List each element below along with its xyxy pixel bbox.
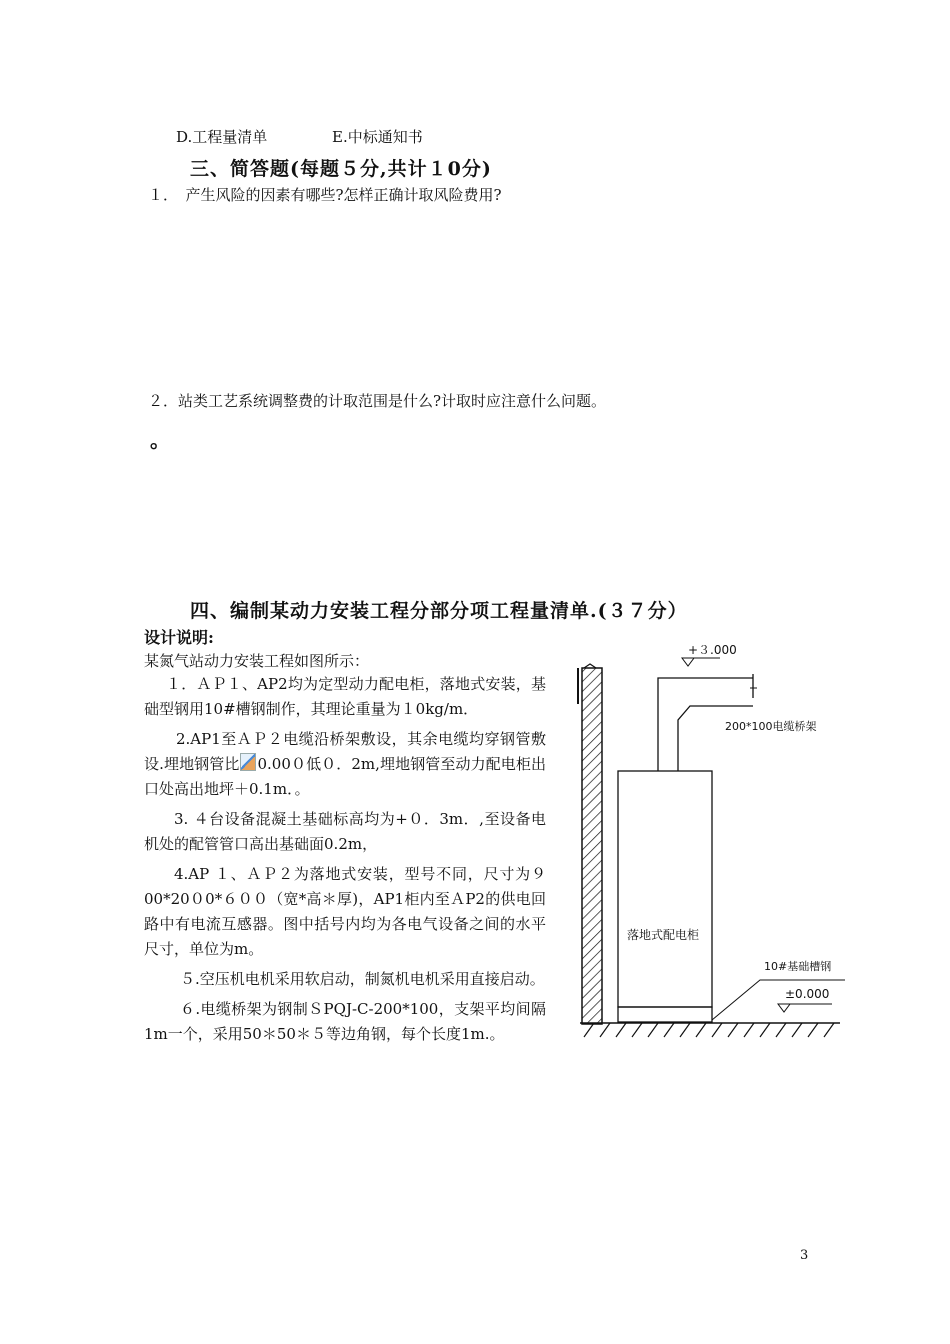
question-2-mark: 。 (150, 428, 170, 452)
design-item-1: １．ＡＰ１、AP2均为定型动力配电柜，落地式安装，基础型钢用10#槽钢制作，其理论重量为１0kg/m． (144, 675, 546, 718)
channel-steel-label: 10#基础槽钢 (764, 960, 832, 973)
ground-elevation-marker (778, 987, 832, 1012)
section4-heading: 四、编制某动力安装工程分部分项工程量清单.(３７分） (190, 600, 688, 622)
design-item-3: 3. ４台设备混凝土基础标高均为+０．3m．,至设备电机处的配管管口高出基础面0.2m， (144, 810, 546, 853)
question-2: ２．站类工艺系统调整费的计取范围是什么?计取时应注意什么问题。 (148, 392, 607, 410)
design-notes-label: 设计说明: (144, 628, 214, 647)
design-item-5: ５.空压机电机采用软启动，制氮机电机采用直接启动。 (180, 970, 545, 988)
section3-heading: 三、简答题(每题５分,共计１0分) (190, 158, 492, 180)
design-item-2-tail: 0.00０低０．2m,埋地钢管至动力配电柜出口处高出地坪＋0.1m．。 (144, 755, 546, 798)
ground-elevation-label: ±0.000 (785, 987, 830, 1001)
page-number: 3 (800, 1248, 809, 1263)
cabinet-label: 落地式配电柜 (627, 928, 700, 942)
wall (578, 664, 602, 1024)
option-d: D.工程量清单 (176, 128, 268, 146)
floor (580, 1023, 840, 1037)
design-intro: 某氮气站动力安装工程如图所示： (144, 652, 370, 670)
distribution-cabinet (618, 771, 712, 1007)
top-elevation-label: +３.000 (688, 643, 737, 657)
cable-tray (658, 674, 817, 771)
design-item-2-text: 2.AP1至ＡＰ２电缆沿桥架敷设，其余电缆均穿钢管敷设.埋地钢管比 (144, 730, 546, 773)
option-e: E.中标通知书 (332, 128, 423, 146)
design-items (144, 672, 546, 1048)
broken-image-icon (240, 753, 256, 771)
top-elevation-marker (682, 643, 737, 666)
question-1: １． 产生风险的因素有哪些?怎样正确计取风险费用? (148, 186, 502, 204)
design-item-4: 4.AP １、ＡＰ２为落地式安装，型号不同，尺寸为９00*20０0*６００（宽*高＊厚)，AP1柜内至ＡP2的供电回路中有电流互感器。图中括号内均为各电气设备之间的水平尺寸，单位为m。 (144, 865, 546, 958)
installation-drawing (570, 634, 845, 1046)
cable-tray-label: 200*100电缆桥架 (725, 720, 817, 733)
design-item-6: ６.电缆桥架为钢制ＳPQJ-C-200*100，支架平均间隔1m一个，采用50＊50＊５等边角钢，每个长度1m.。 (144, 1000, 546, 1043)
design-item-2 (144, 727, 546, 802)
